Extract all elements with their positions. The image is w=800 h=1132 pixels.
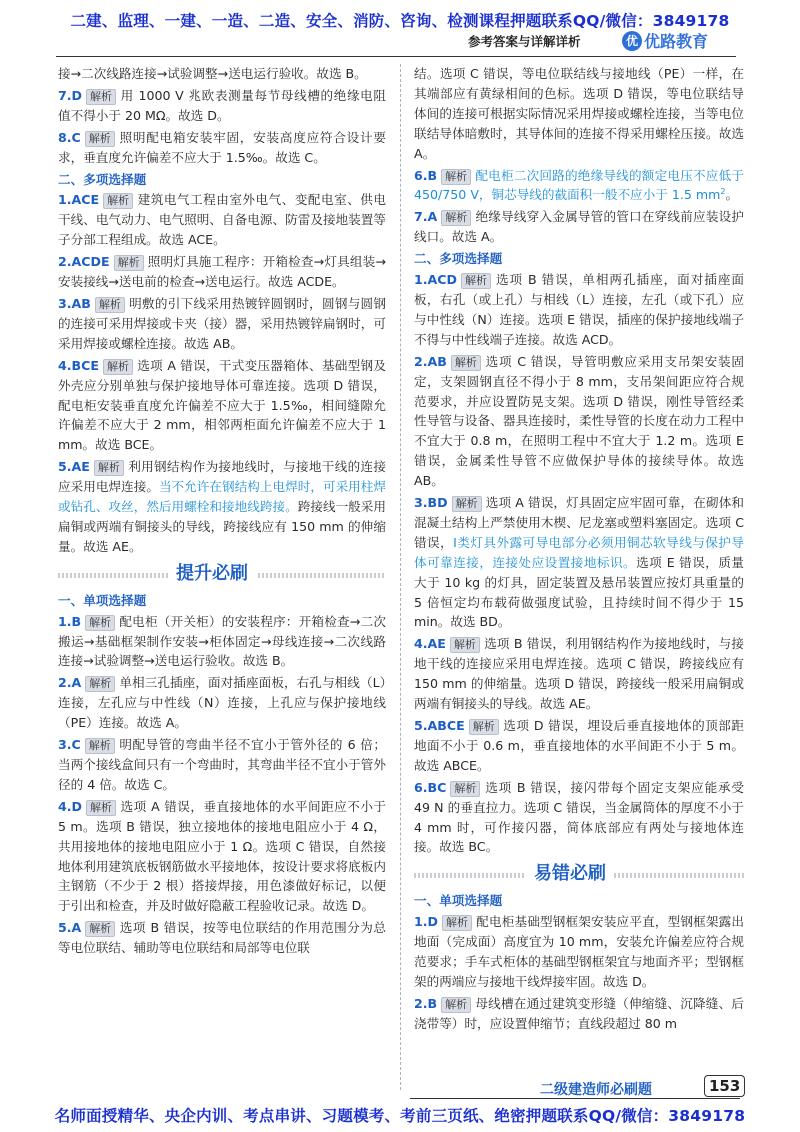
- answer-item: [58, 673, 386, 733]
- highlighted-text: 当不允许在钢结构上电焊时，可采用柱焊或钻孔、攻丝，然后用螺栓和接地线跨接。: [58, 479, 387, 515]
- brand-logo: [622, 29, 708, 52]
- answer-text: 单相三孔插座，面对插座面板，右孔与相线（L）连接，左孔应与中性线（N）连接，上孔应与保护接地线（PE）连接。故选 A。: [58, 675, 386, 731]
- answer-number: 2.ACDE: [58, 254, 110, 270]
- answer-text: 母线槽在通过建筑变形缝（伸缩缝、沉降缝、后浇带等）时，应设置伸缩节；直线段超过 80 m: [414, 995, 744, 1031]
- answer-number: 2.A: [58, 675, 82, 691]
- answer-item: [414, 778, 744, 858]
- analysis-tag: 解析: [450, 781, 480, 797]
- answer-text: 选项 B 错误，单相两孔插座，面对插座面板，右孔（或上孔）与相线（L）连接，左孔（或下孔）应与中性线（N）连接。选项 E 错误，插座的保护接地线端子不得与中性线端子连接。故选 ACD。: [414, 272, 744, 347]
- analysis-tag: 解析: [85, 615, 115, 631]
- answer-number: 3.AB: [58, 295, 91, 311]
- answer-item: [414, 912, 744, 992]
- analysis-tag: 解析: [441, 169, 471, 185]
- answer-text: 选项 A 错误，垂直接地体的水平间距应不小于 5 m。选项 B 错误，独立接地体的接地电阻应小于 4 Ω，共用接地体的接地电阻应小于 1 Ω。选项 C 错误，自然接地体利用建筑底板钢筋做水平接地体，按设计要求将底板内主钢筋（不少于 2 根）搭接焊接，用色漆做好标记，以便于引出和检查，并及时做好隐蔽工程验收记录。故选 D。: [58, 798, 386, 914]
- answer-text: 照明灯具施工程序：开箱检查→灯具组装→安装接线→送电前的检查→送电运行。故选 ACDE。: [58, 254, 386, 290]
- analysis-tag: 解析: [450, 637, 480, 653]
- answer-item: [58, 128, 386, 168]
- analysis-tag: 解析: [85, 738, 115, 754]
- analysis-tag: 解析: [85, 921, 115, 937]
- answer-number: 1.D: [414, 914, 439, 930]
- analysis-tag: 解析: [441, 210, 471, 226]
- section-title-yicuo: 易错必刷: [526, 861, 614, 887]
- book-title: 二级建造师必刷题: [540, 1082, 652, 1098]
- answer-number: 6.B: [414, 167, 438, 183]
- contact-banner-bottom: 名师面授精华、央企内训、考点串讲、习题模考、考前三页纸、绝密押题联系QQ/微信：3849178: [54, 1107, 746, 1125]
- answer-item: [414, 634, 744, 714]
- answer-item: [58, 735, 386, 795]
- answer-text: 选项 B 错误，利用钢结构作为接地线时，与接地干线的连接应采用电焊连接。选项 C 错误，跨接线应有 150 mm 的伸缩量。选项 D 错误，跨接线一般采用扁铜或两端有铜接头的导线。故选 AE。: [414, 636, 744, 712]
- answer-text: 选项 B 错误，按等电位联结的作用范围分为总等电位联结、辅助等电位联结和局部等电位联: [58, 920, 386, 956]
- answer-number: 4.D: [58, 798, 83, 814]
- reference-answers-label: 参考答案与详解详析: [468, 34, 581, 49]
- footer-divider: [410, 1098, 740, 1099]
- answer-text: 选项 A 错误，干式变压器箱体、基础型钢及外壳应分别单独与保护接地导体可靠连接。选项 D 错误，配电柜安装垂直度允许偏差不应大于 1.5‰，相间缝隙允许偏差不应大于 2 mm，相邻两柜面允许偏差不应大于 1 mm。故选 BCE。: [58, 357, 386, 453]
- section-heading: 二、多项选择题: [414, 251, 503, 267]
- answer-number: 4.AE: [414, 636, 446, 652]
- analysis-tag: 解析: [452, 496, 482, 512]
- answer-text: 照明配电箱安装牢固，安装高度应符合设计要求，垂直度允许偏差不应大于 1.5‰。故选 C。: [58, 129, 386, 165]
- analysis-tag: 解析: [442, 915, 472, 931]
- answer-text: 。: [725, 187, 739, 203]
- answer-item: [58, 294, 386, 354]
- answer-continuation: 结。选项 C 错误，等电位联结线与接地线（PE）一样，在其端部应有黄绿相间的色标。选项 D 错误，等电位联结导体间的连接可根据实际情况采用焊接或螺栓连接，当等电位联结导体暗敷时，其导体间的连接不得采用螺栓压接。故选 A。: [414, 66, 744, 161]
- analysis-tag: 解析: [451, 355, 481, 371]
- answer-item: [58, 457, 386, 557]
- answer-number: 5.AE: [58, 459, 90, 475]
- highlighted-text: 配电柜二次回路的绝缘导线的额定电压不应低于 450/750 V，铜芯导线的截面积一般不应小于 1.5 mm: [414, 167, 744, 203]
- answer-item: [414, 994, 744, 1034]
- analysis-tag: 解析: [85, 131, 115, 147]
- answer-number: 5.A: [58, 920, 82, 936]
- answer-text: 配电柜（开关柜）的安装程序：开箱检查→二次搬运→基础框架制作安装→柜体固定→母线连接→二次线路连接→试验调整→送电运行验收。故选 B。: [58, 613, 386, 669]
- answer-number: 1.ACD: [414, 272, 457, 288]
- answer-number: 4.BCE: [58, 357, 99, 373]
- analysis-tag: 解析: [85, 676, 115, 692]
- analysis-tag: 解析: [94, 460, 124, 476]
- answer-continuation: 接→二次线路连接→试验调整→送电运行验收。故选 B。: [58, 66, 367, 81]
- answer-item: [414, 716, 744, 776]
- analysis-tag: 解析: [95, 297, 125, 313]
- brand-logo-text: 优路教育: [644, 32, 709, 51]
- answer-text: 绝缘导线穿入金属导管的管口在穿线前应装设护线口。故选 A。: [414, 209, 744, 245]
- answer-number: 8.C: [58, 129, 81, 145]
- section-heading: 二、多项选择题: [58, 171, 147, 187]
- answer-text: 建筑电气工程由室外电气、变配电室、供电干线、电气动力、电气照明、自备电源、防雷及接地装置等子分部工程组成。故选 ACE。: [58, 192, 386, 248]
- header-divider: [56, 56, 736, 57]
- analysis-tag: 解析: [103, 193, 133, 209]
- answer-item: [58, 86, 386, 126]
- answer-number: 5.ABCE: [414, 718, 465, 733]
- answer-item: [58, 190, 386, 250]
- answer-text: 选项 B 错误，接闪带每个固定支架应能承受 49 N 的垂直拉力。选项 C 错误，当金属筒体的厚度不小于 4 mm 时，可作接闪器，简体底部应有两处与接地体连接。故选 BC。: [414, 779, 744, 855]
- answer-number: 6.BC: [414, 779, 447, 795]
- answer-item: [58, 918, 386, 958]
- answer-item: [414, 166, 744, 206]
- answer-item: [58, 356, 386, 456]
- page-number: 153: [704, 1075, 745, 1097]
- analysis-tag: 解析: [441, 997, 471, 1013]
- section-title-bar: [58, 561, 386, 587]
- column-divider: [400, 64, 401, 1090]
- answer-text: 用 1000 V 兆欧表测量每节母线槽的绝缘电阻值不得小于 20 MΩ。故选 D。: [58, 87, 386, 123]
- section-title-bar: [414, 861, 744, 887]
- analysis-tag: 解析: [86, 800, 116, 816]
- analysis-tag: 解析: [469, 719, 499, 735]
- analysis-tag: 解析: [103, 359, 133, 375]
- answer-number: 1.ACE: [58, 192, 100, 208]
- answer-text: 配电柜基础型钢框架安装应平直，型钢框架露出地面（完成面）高度宜为 10 mm，安装允许偏差应符合规范要求；手车式柜体的基础型钢框架宜与地面齐平；型钢框架的两端应与接地干线焊接牢固。故选 D。: [414, 914, 744, 989]
- answer-item: [414, 493, 744, 632]
- answer-item: [58, 797, 386, 916]
- answer-number: 3.C: [58, 737, 81, 753]
- brand-logo-icon: 优: [622, 31, 642, 51]
- left-column: [58, 64, 386, 960]
- answer-number: 1.B: [58, 613, 82, 629]
- answer-item: [58, 252, 386, 292]
- answer-item: [414, 352, 744, 491]
- answer-number: 2.B: [414, 995, 438, 1011]
- section-heading: 一、单项选择题: [414, 893, 503, 909]
- answer-number: 7.D: [58, 87, 83, 103]
- page-header: [0, 27, 800, 55]
- analysis-tag: 解析: [114, 255, 144, 271]
- analysis-tag: 解析: [86, 89, 116, 105]
- answer-text: 明配导管的弯曲半径不宜小于管外径的 6 倍；当两个接线盒间只有一个弯曲时，其弯曲半径不宜小于管外径的 4 倍。故选 C。: [58, 737, 386, 792]
- section-title-tisheng: 提升必刷: [168, 561, 256, 587]
- answer-text: 明敷的引下线采用热镀锌圆钢时，圆钢与圆钢的连接可采用焊接或卡夹（接）器，采用热镀锌扁钢时，可采用焊接或螺栓连接。故选 AB。: [58, 295, 386, 351]
- answer-text: 利用钢结构作为接地线时，与接地干线的连接应采用电焊连接。: [58, 459, 386, 495]
- answer-text: 选项 A 错误，灯具固定应牢固可靠，在砌体和混凝土结构上严禁使用木楔、尼龙塞或塑料塞固定。选项 C 错误，: [414, 495, 744, 550]
- answer-item: [414, 270, 744, 350]
- superscript: 2: [720, 187, 726, 197]
- answer-number: 7.A: [414, 209, 438, 225]
- answer-item: [58, 612, 386, 672]
- analysis-tag: 解析: [461, 273, 491, 289]
- section-heading: 一、单项选择题: [58, 592, 147, 608]
- answer-text: 跨接线一般采用扁铜或两端有铜接头的导线，跨接线应有 150 mm 的伸缩量。故选 AE。: [58, 499, 387, 554]
- answer-number: 3.BD: [414, 495, 448, 511]
- contact-banner-top: 二建、监理、一建、一造、二造、安全、消防、咨询、检测课程押题联系QQ/微信：3849178: [70, 12, 730, 30]
- answer-text: 选项 E 错误，质量大于 10 kg 的灯具，固定装置及悬吊装置应按灯具重量的 5 倍恒定均布载荷做强度试验，且持续时间不得少于 15 min。故选 BD。: [414, 554, 744, 630]
- answer-text: 选项 D 错误，埋设后垂直接地体的顶部距地面不小于 0.6 m，垂直接地体的水平间距不小于 5 m。故选 ABCE。: [414, 718, 744, 773]
- highlighted-text: Ⅰ类灯具外露可导电部分必须用铜芯软导线与保护导体可靠连接，连接处应设置接地标识。: [414, 534, 744, 570]
- answer-number: 2.AB: [414, 353, 447, 369]
- answer-text: 选项 C 错误，导管明敷应采用支吊架安装固定，支架圆钢直径不得小于 8 mm，支吊架间距应符合规范要求，并应设置防晃支架。选项 D 错误，刚性导管经柔性导管与设备、器具连接时，柔性导管的长度在动力工程中不宜大于 0.8 m，在照明工程中不宜大于 1.2 m。选项 E 错误，金属柔性导管不应做保护导体的接续导体。故选 AB。: [414, 353, 744, 489]
- right-column: [414, 64, 744, 1036]
- answer-item: [414, 207, 744, 247]
